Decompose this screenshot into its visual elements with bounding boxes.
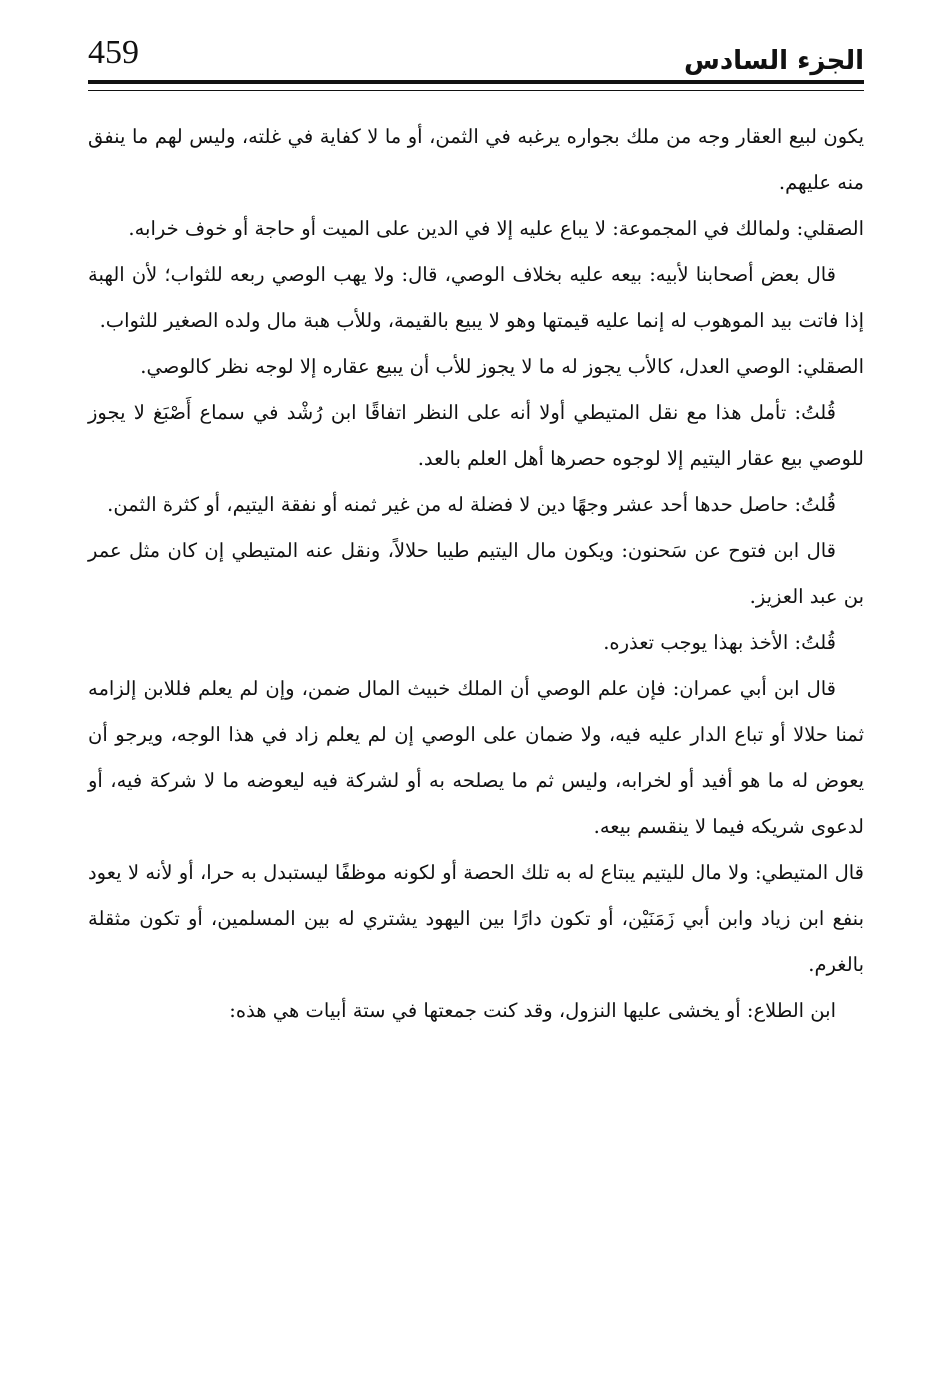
paragraph-continuation: يكون لبيع العقار وجه من ملك بجواره يرغبه في الثمن، أو ما لا كفاية في غلته، وليس لهم ما ينفق منه عليهم. bbox=[88, 125, 864, 194]
paragraph-some-companions: قال بعض أصحابنا لأبيه: بيعه عليه بخلاف الوصي، قال: ولا يهب الوصي ربعه للثواب؛ لأن الهبة إذا فاتت بيد الموهوب له إنما عليه قيمتها وهو لا يبيع بالقيمة، وللأب هبة مال ولده الصغير للثواب. bbox=[88, 263, 864, 332]
header-rule-thin bbox=[88, 90, 864, 91]
paragraph-qultu-eleven-ways: قُلتُ: حاصل حدها أحد عشر وجهًا دين لا فضلة له من غير ثمنه أو نفقة اليتيم، أو كثرة الثمن. bbox=[107, 493, 836, 516]
paragraph-ibn-abi-imran: قال ابن أبي عمران: فإن علم الوصي أن الملك خبيث المال ضمن، وإن لم يعلم فللابن إلزامه ثمنا حلالا أو تباع الدار عليه فيه، ولا ضمان على الوصي إن لم يعلم زاد في هذا الوجه، ويرجو أن يعوض له ما هو أفيد أو لخرابه، وليس ثم ما يصلحه به أو لشركة فيه ليعوضه ما لا شركة فيه، أو لدعوى شريكه فيما لا ينقسم بيعه. bbox=[88, 677, 864, 838]
paragraph-siqilli-wasi: الصقلي: الوصي العدل، كالأب يجوز له ما لا يجوز للأب أن يبيع عقاره إلا لوجه نظر كالوصي. bbox=[140, 355, 864, 378]
paragraph-qultu-ibn-rushd: قُلتُ: تأمل هذا مع نقل المتيطي أولا أنه على النظر اتفاقًا ابن رُشْد في سماع أَصْبَغ لا يجوز للوصي بيع عقار اليتيم إلا لوجوه حصرها أهل العلم بالعد. bbox=[88, 401, 864, 470]
header-rule-thick bbox=[88, 80, 864, 84]
body-text bbox=[88, 114, 864, 1034]
page-header bbox=[88, 28, 864, 78]
paragraph-siqilli-malik: الصقلي: ولمالك في المجموعة: لا يباع عليه إلا في الدين على الميت أو حاجة أو خوف خرابه. bbox=[128, 217, 864, 240]
paragraph-ibn-futuh: قال ابن فتوح عن سَحنون: ويكون مال اليتيم طيبا حلالاً، ونقل عنه المتيطي إن كان مثل عمر بن عبد العزيز. bbox=[88, 539, 864, 608]
page-number: 459 bbox=[88, 34, 139, 71]
paragraph-mutaiti: قال المتيطي: ولا مال لليتيم يبتاع له به تلك الحصة أو لكونه موظفًا ليستبدل به حرا، أو لأنه لا يعود بنفع ابن زياد وابن أبي زَمَنَيْن، أو تكون دارًا بين اليهود يشتري له بين المسلمين، أو تكون مثقلة بالغرم. bbox=[88, 861, 864, 976]
paragraph-qultu-taadhur: قُلتُ: الأخذ بهذا يوجب تعذره. bbox=[603, 631, 836, 654]
paragraph-ibn-al-talla: ابن الطلاع: أو يخشى عليها النزول، وقد كنت جمعتها في ستة أبيات هي هذه: bbox=[229, 999, 836, 1022]
running-title: الجزء السادس bbox=[683, 46, 864, 76]
